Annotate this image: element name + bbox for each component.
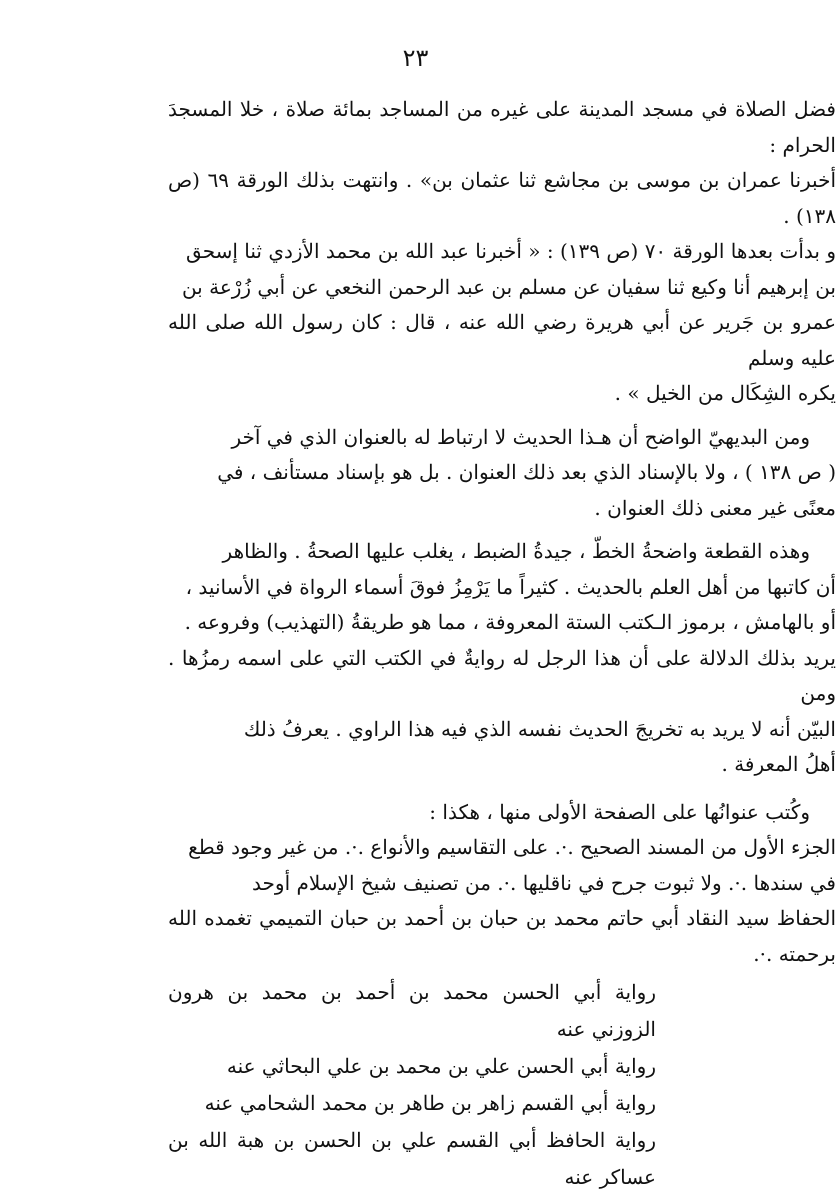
paragraph-3 (168, 534, 836, 783)
narration-line: رواية أبي الحسن علي بن محمد بن علي البحاثي عنه (226, 1054, 656, 1078)
text-line: أن كاتبها من أهل العلم بالحديث . كثيراً ما يَرْمِزُ فوقَ أسماء الرواة في الأسانيد ، (185, 574, 836, 599)
title-block (168, 830, 836, 972)
text-line: أو بالهامش ، برموز الـكتب الستة المعروفة ، مما هو طريقةُ (التهذيب) وفروعه . (184, 610, 836, 634)
text-line: الحفاظ سيد النقاد أبي حاتم محمد بن حبان بن أحمد بن حبان التميمي تغمده الله برحمته .·. (168, 906, 836, 966)
narration-line: رواية أبي الحسن محمد بن أحمد بن محمد بن هرون الزوزني عنه (168, 980, 656, 1041)
body-text (168, 92, 836, 1196)
text-line: و بدأت بعدها الورقة ٧٠ (ص ١٣٩) : « أخبرنا عبد الله بن محمد الأزدي ثنا إسحق (186, 239, 836, 263)
text-line: بن إبرهيم أنا وكيع ثنا سفيان عن مسلم بن عبد الرحمن النخعي عن أبي زُرْعة بن (181, 274, 836, 299)
text-line: وهذه القطعة واضحةُ الخطّ ، جيدةُ الضبط ، يغلب عليها الصحةُ . والظاهر (222, 539, 810, 563)
text-line: الجزء الأول من المسند الصحيح .·. على التقاسيم والأنواع .·. من غير وجود قطع (188, 835, 836, 859)
text-line: يريد بذلك الدلالة على أن هذا الرجل له روايةٌ في الكتب التي على اسمه رمزُها . ومن (168, 645, 836, 705)
paragraph-2 (168, 420, 836, 527)
text-line: عمرو بن جَرير عن أبي هريرة رضي الله عنه ، قال : كان رسول الله صلى الله عليه وسلم (168, 310, 836, 370)
narration-line: رواية الحافظ أبي القسم علي بن الحسن بن هبة الله بن عساكر عنه (168, 1128, 656, 1189)
text-line: ( ص ١٣٨ ) ، ولا بالإسناد الذي بعد ذلك العنوان . بل هو بإسناد مستأنف ، في (217, 460, 836, 484)
text-line: يكره الشِكَال من الخيل » . (614, 381, 836, 405)
text-line: أهلُ المعرفة . (721, 752, 836, 776)
text-line: معنًى غير معنى ذلك العنوان . (594, 495, 836, 520)
text-line: ومن البديهيّ الواضح أن هـذا الحديث لا ارتباط له بالعنوان الذي في آخر (231, 424, 810, 449)
page-number: ٢٣ (402, 44, 429, 72)
paragraph-1 (168, 92, 836, 412)
text-line: البيّن أنه لا يريد به تخريجَ الحديث نفسه الذي فيه هذا الراوي . يعرفُ ذلك (243, 716, 836, 741)
text-line: فضل الصلاة في مسجد المدينة على غيره من المساجد بمائة صلاة ، خلا المسجدَ الحرام : (168, 97, 836, 157)
narration-list (168, 974, 836, 1196)
narration-line: رواية أبي القسم زاهر بن طاهر بن محمد الشحامي عنه (204, 1091, 656, 1115)
paragraph-4 (168, 795, 836, 831)
text-line: أخبرنا عمران بن موسى بن مجاشع ثنا عثمان بن» . وانتهت بذلك الورقة ٦٩ (ص ١٣٨) . (168, 168, 836, 228)
text-line: في سندها .·. ولا ثبوت جرح في ناقليها .·. من تصنيف شيخ الإسلام أوحد (252, 870, 836, 895)
text-line: وكُتب عنوانُها على الصفحة الأولى منها ، هكذا : (429, 799, 810, 824)
